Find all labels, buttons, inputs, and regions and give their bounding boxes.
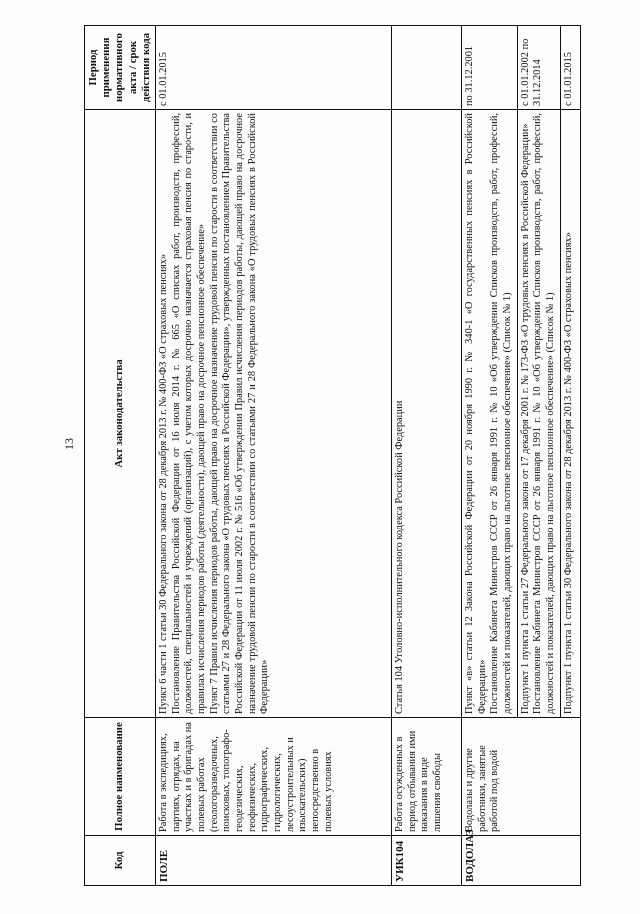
rotated-table-wrapper: [84, 26, 574, 886]
act-text: Пункт 6 части 1 статьи 30 Федерального закона от 28 декабря 2013 г. № 400-ФЗ «О страховых пенсиях»: [157, 253, 169, 714]
act-text: Подпункт 1 пункта 1 статьи 30 Федерального закона от 28 декабря 2013 г. № 400-ФЗ «О страховых пенсиях»: [562, 232, 574, 714]
row-name: Работа осужденных в период отбывания ими наказания в виде лишения свободы: [391, 718, 461, 836]
act-text: Постановление Кабинета Министров СССР от 26 января 1991 г. № 10 «Об утверждении Списков производств, работ, профессий, должностей и показателей, дающих право на льготное пенсионное обеспечение» (Список № 1): [489, 113, 513, 714]
row-period: с 01.01.2002 по 31.12.2014: [517, 26, 560, 110]
act-text: Постановление Кабинета Министров СССР от 26 января 1991 г. № 10 «Об утверждении Списков производств, работ, профессий, должностей и показателей, дающих право на льготное пенсионное обеспечение» (Список № 1): [532, 113, 556, 714]
act-text: Постановление Правительства Российской Федерации от 16 июля 2014 г. № 665 «О списках работ, производств, профессий, должностей, специальностей и учреждений (организаций), с учетом которых досрочно назначается страховая пенсия по старости, и правилах исчисления периодов работы (деятельности), дающей право на досрочное пенсионное обеспечение»: [170, 113, 207, 714]
table-header-row: [85, 26, 156, 886]
row-acts: [155, 110, 391, 718]
page-number: 13: [62, 438, 76, 450]
row-name: Работа в экспедициях, партиях, отрядах, на участках и в бригадах на полевых работах (геологоразведочных, поисковых, топографо-геодезических, геофизических, гидрографических, гидрологических, лесоустроительных и изыскательских) непосредственно в полевых условиях: [155, 718, 391, 836]
act-text: Подпункт 1 пункта 1 статьи 27 Федерального закона от 17 декабря 2001 г. № 173-ФЗ «О трудовых пенсиях в Российской Федерации»: [519, 123, 531, 714]
act-text: Пункт «в» статьи 12 Закона Российской Федерации от 20 ноября 1990 г. № 340-1 «О государственных пенсиях в Российской Федерации»: [463, 113, 488, 714]
row-code: УИК104: [391, 836, 461, 886]
codes-table: [84, 25, 581, 886]
row-period: по 31.12.2001: [461, 26, 517, 110]
row-period: с 01.01.2015: [560, 26, 580, 110]
row-name: Водолазы и другие работники, занятые работой под водой: [461, 718, 580, 836]
row-acts: [560, 110, 580, 718]
row-acts: [461, 110, 517, 718]
table-row: [155, 26, 391, 886]
table-row: [461, 26, 517, 886]
row-code: ВОДОЛАЗ: [461, 836, 580, 886]
act-text: Статья 104 Уголовно-исполнительного кодекса Российской Федерации: [393, 400, 405, 714]
row-period: с 01.01.2015: [155, 26, 391, 110]
row-period: [391, 26, 461, 110]
act-text: Пункт 7 Правил исчисления периодов работы, дающей право на досрочное назначение трудовой пенсии по старости в соответствии со статьями 27 и 28 Федерального закона «О трудовых пенсиях в Российской Федерации», утвержденных постановлением Правительства Российской Федерации от 11 июля 2002 г. № 516 «Об утверждении Правил исчисления периодов работы, дающей право на досрочное назначение трудовой пенсии по старости в соответствии со статьями 27 и 28 Федерального закона «О трудовых пенсиях в Российской Федерации»: [208, 113, 271, 714]
row-acts: [391, 110, 461, 718]
table-row: [391, 26, 461, 886]
header-code: Код: [85, 836, 156, 886]
header-name: Полное наименование: [85, 718, 156, 836]
row-code: ПОЛЕ: [155, 836, 391, 886]
header-period: Период применения нормативного акта / срок действия кода: [85, 26, 156, 110]
row-acts: [517, 110, 560, 718]
header-act: Акт законодательства: [85, 110, 156, 718]
